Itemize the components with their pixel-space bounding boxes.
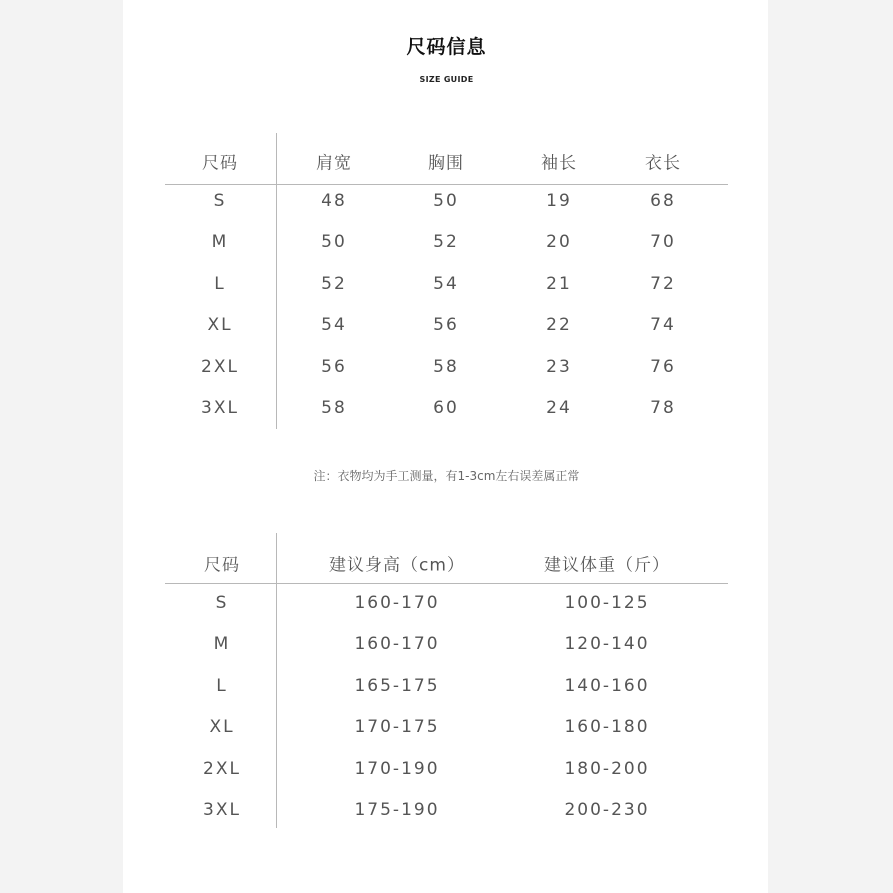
size-label-cell: 2XL	[203, 758, 241, 779]
table-cell: 50	[321, 232, 347, 253]
size-label-cell: L	[214, 273, 226, 294]
table-cell: 74	[650, 315, 676, 336]
table-cell: 56	[321, 356, 347, 377]
size-label-cell: 3XL	[201, 398, 239, 418]
table-cell: 60	[433, 398, 459, 418]
column-header: 胸围	[428, 153, 464, 174]
table-cell: 56	[433, 315, 459, 336]
page-title: 尺码信息	[406, 36, 487, 58]
table-cell: 100-125	[564, 593, 650, 613]
size-label-cell: S	[215, 593, 229, 613]
size-label-cell: M	[213, 634, 231, 655]
table-cell: 58	[321, 398, 347, 418]
page-subtitle: SIZE GUIDE	[419, 75, 474, 84]
table-cell: 160-180	[564, 717, 650, 738]
table-cell: 54	[321, 315, 347, 336]
size-label-cell: XL	[209, 717, 235, 738]
table-cell: 170-175	[354, 717, 440, 738]
size-label-cell: XL	[207, 315, 233, 336]
table-cell: 48	[321, 191, 347, 211]
table-cell: 76	[650, 356, 676, 377]
table-cell: 22	[546, 315, 572, 336]
table-cell: 21	[546, 273, 572, 294]
size-label-cell: 2XL	[201, 356, 239, 377]
table-cell: 54	[433, 273, 459, 294]
table-cell: 70	[650, 232, 676, 253]
table-cell: 72	[650, 273, 676, 294]
column-header: 尺码	[204, 555, 240, 576]
table-cell: 19	[546, 191, 572, 211]
table-cell: 140-160	[564, 675, 650, 696]
table-cell: 160-170	[354, 593, 440, 613]
table-cell: 50	[433, 191, 459, 211]
column-header: 袖长	[541, 153, 577, 174]
table-cell: 52	[321, 273, 347, 294]
table-cell: 160-170	[354, 634, 440, 655]
table-cell: 58	[433, 356, 459, 377]
table-cell: 24	[546, 398, 572, 418]
table-cell: 52	[433, 232, 459, 253]
column-header: 衣长	[645, 153, 681, 174]
table-cell: 200-230	[564, 800, 650, 820]
column-header: 尺码	[202, 153, 238, 174]
table-cell: 165-175	[354, 675, 440, 696]
table-divider-vertical	[276, 533, 277, 828]
size-label-cell: S	[213, 191, 227, 211]
table-cell: 170-190	[354, 758, 440, 779]
table-cell: 180-200	[564, 758, 650, 779]
table-cell: 23	[546, 356, 572, 377]
table-cell: 78	[650, 398, 676, 418]
size-label-cell: L	[216, 675, 228, 696]
table-divider-horizontal	[165, 583, 728, 584]
column-header: 肩宽	[316, 153, 352, 174]
column-header: 建议身高（cm）	[329, 555, 465, 576]
measurement-note: 注：衣物均为手工测量，有1-3cm左右误差属正常	[313, 469, 580, 483]
size-label-cell: 3XL	[203, 800, 241, 820]
table-cell: 175-190	[354, 800, 440, 820]
column-header: 建议体重（斤）	[544, 555, 670, 576]
table-cell: 68	[650, 191, 676, 211]
table-cell: 20	[546, 232, 572, 253]
size-label-cell: M	[211, 232, 229, 253]
table-cell: 120-140	[564, 634, 650, 655]
